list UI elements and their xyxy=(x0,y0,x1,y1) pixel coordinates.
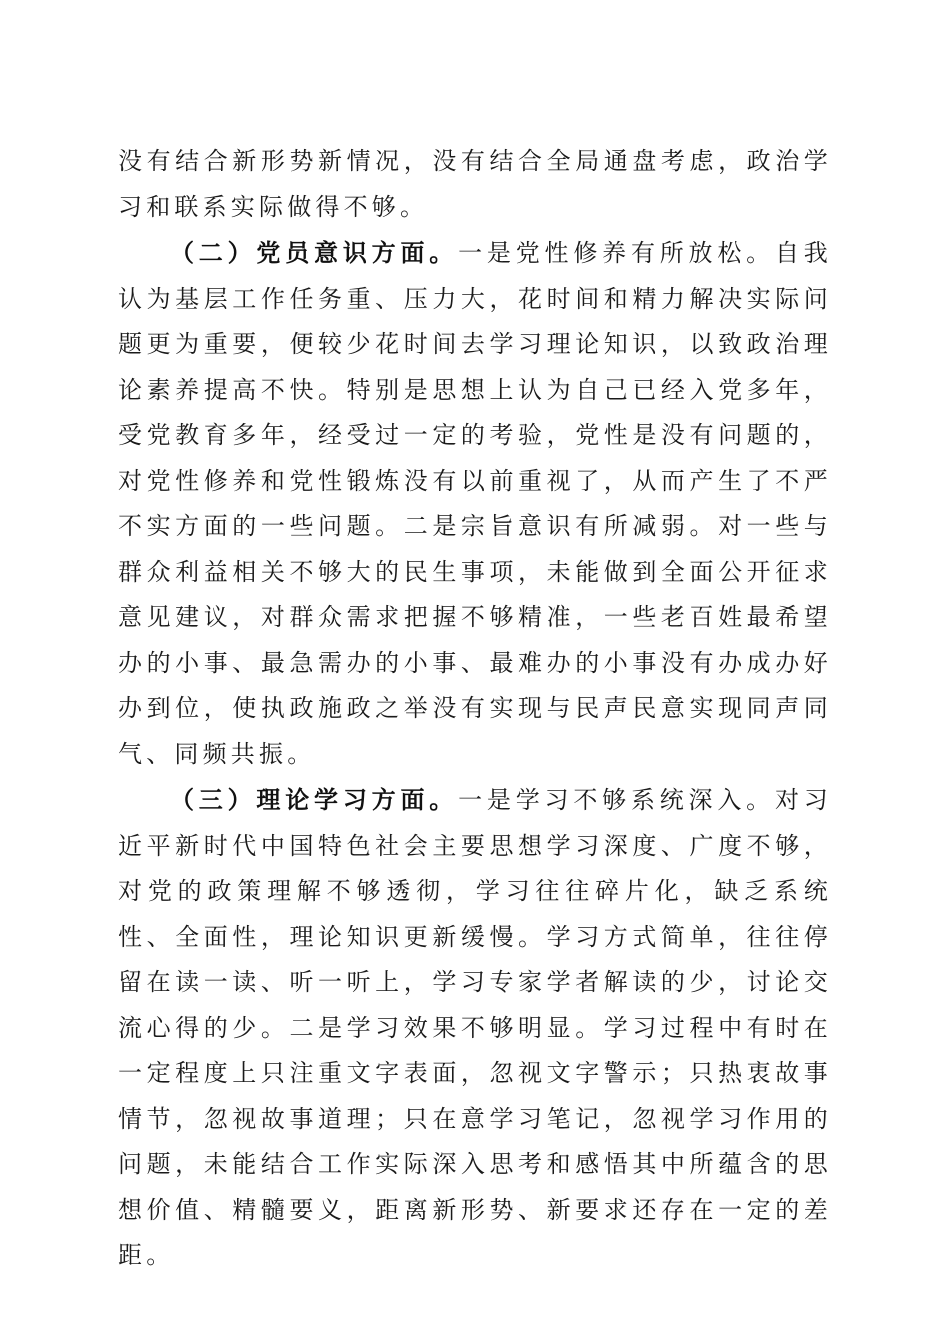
paragraph-2-text: 一是党性修养有所放松。自我认为基层工作任务重、压力大，花时间和精力解决实际问题更为重要，便较少花时间去学习理论知识，以致政治理论素养提高不快。特别是思想上认为自己已经入党多年，受党教育多年，经受过一定的考验，党性是没有问题的，对党性修养和党性锻炼没有以前重视了，从而产生了不严不实方面的一些问题。二是宗旨意识有所减弱。对一些与群众利益相关不够大的民生事项，未能做到全面公开征求意见建议，对群众需求把握不够精准，一些老百姓最希望办的小事、最急需办的小事、最难办的小事没有办成办好办到位，使执政施政之举没有实现与民声民意实现同声同气、同频共振。 xyxy=(118,239,832,768)
paragraph-3-text: 一是学习不够系统深入。对习近平新时代中国特色社会主要思想学习深度、广度不够，对党的政策理解不够透彻，学习往往碎片化，缺乏系统性、全面性，理论知识更新缓慢。学习方式简单，往往停留在读一读、听一听上，学习专家学者解读的少，讨论交流心得的少。二是学习效果不够明显。学习过程中有时在一定程度上只注重文字表面，忽视文字警示；只热衷故事情节，忽视故事道理；只在意学习笔记，忽视学习作用的问题，未能结合工作实际深入思考和感悟其中所蕴含的思想价值、精髓要义，距离新形势、新要求还存在一定的差距。 xyxy=(118,786,832,1269)
section-heading-2: （二）党员意识方面。 xyxy=(170,238,459,267)
section-heading-3: （三）理论学习方面。 xyxy=(170,785,459,814)
paragraph-continued xyxy=(118,139,832,230)
paragraph-theory-study xyxy=(118,777,832,1279)
paragraph-1-text: 没有结合新形势新情况，没有结合全局通盘考虑，政治学习和联系实际做得不够。 xyxy=(118,147,832,221)
document-body xyxy=(118,139,832,1279)
paragraph-party-awareness xyxy=(118,230,832,777)
